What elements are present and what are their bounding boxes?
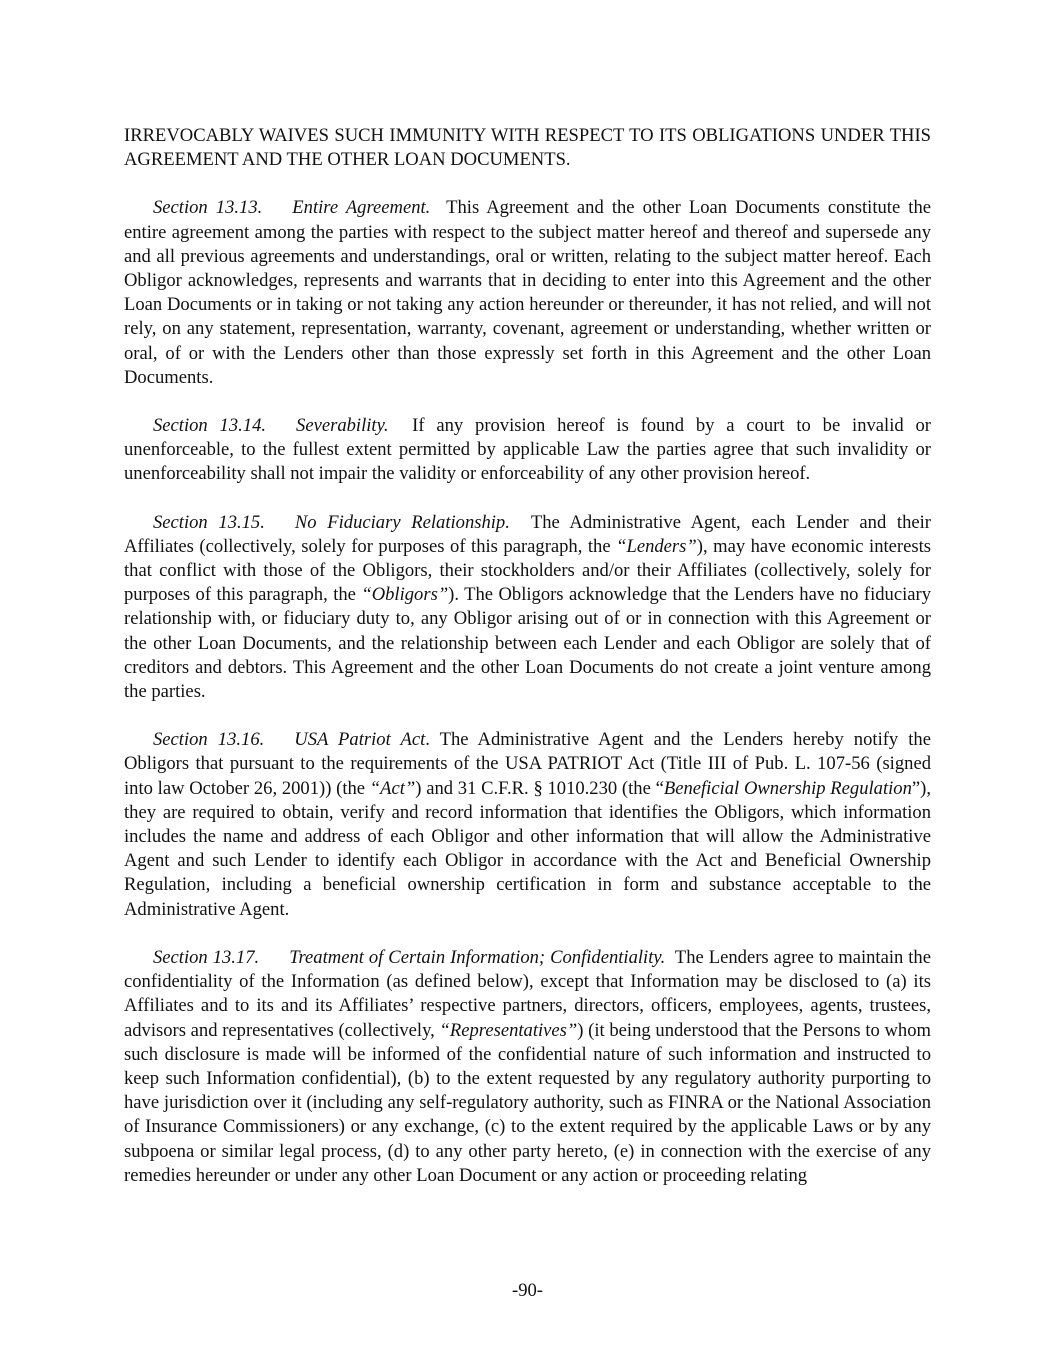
section-body: If any provision hereof is found by a court to be invalid or unenforceable, to the fullest extent permitted by applicable Law the parties agree that such invalidity or unenforceability shall not impair the validity or enforceability of any other provision hereof. — [124, 415, 931, 485]
section-number: Section 13.15. — [153, 511, 265, 533]
section-body: The Administrative Agent, each Lender and their Affiliates (collectively, solely for purposes of this paragraph, the — [124, 511, 931, 557]
page-number: -90- — [512, 1280, 543, 1301]
defined-term: Beneficial Ownership Regulation — [663, 777, 912, 799]
section-body: ) (it being understood that the Persons to whom such disclosure is made will be informed of the confidential nature of such information and instructed to keep such Information confidential), (b) to the extent requested by any regulatory authority purporting to have jurisdiction over it (including any self-regulatory authority, such as FINRA or the National Association of Insurance Commissioners) or any exchange, (c) to the extent required by the applicable Laws or by any subpoena or similar legal process, (d) to any other party hereto, (e) in connection with the exercise of any remedies hereunder or under any other Loan Document or any action or proceeding relating — [124, 1019, 931, 1186]
intro-paragraph — [124, 124, 931, 172]
defined-term: “Representatives” — [439, 1019, 578, 1041]
section-title: No Fiduciary Relationship. — [294, 511, 510, 533]
section-13-17 — [124, 946, 931, 1188]
section-13-13 — [124, 196, 931, 390]
section-body: ), may have economic interests that conflict with those of the Obligors, their stockholders and/or their Affiliates (collectively, solely for purposes of this paragraph, the — [124, 535, 932, 606]
defined-term: “Lenders” — [616, 535, 697, 557]
document-page — [124, 124, 931, 1212]
section-number: Section 13.17. — [153, 946, 260, 968]
section-number: Section 13.14. — [153, 415, 267, 437]
intro-text: IRREVOCABLY WAIVES SUCH IMMUNITY WITH RESPECT TO ITS OBLIGATIONS UNDER THIS AGREEMENT AND THE OTHER LOAN DOCUMENTS. — [124, 125, 931, 171]
defined-term: “Act” — [369, 777, 416, 799]
section-title: Entire Agreement. — [292, 197, 431, 219]
section-number: Section 13.16. — [153, 729, 265, 751]
section-body: This Agreement and the other Loan Documents constitute the entire agreement among the parties with respect to the subject matter hereof and thereof and supersede any and all previous agreements and understandings, oral or written, relating to the subject matter hereof. Each Obligor acknowledges, represents and warrants that in deciding to enter into this Agreement and the other Loan Documents or in taking or not taking any action hereunder or thereunder, it has not relied, and will not rely, on any statement, representation, warranty, covenant, agreement or understanding, whether written or oral, of or with the Lenders other than those expressly set forth in this Agreement and the other Loan Documents. — [124, 197, 931, 388]
section-body: ) and 31 C.F.R. § 1010.230 (the “ — [415, 777, 664, 799]
section-13-15 — [124, 511, 931, 705]
section-title: Severability. — [296, 415, 389, 437]
section-number: Section 13.13. — [153, 197, 263, 219]
section-13-14 — [124, 414, 931, 487]
section-body: The Lenders agree to maintain the confidentiality of the Information (as defined below), except that Information may be disclosed to (a) its Affiliates and to its and its Affiliates’ respective partners, directors, officers, employees, agents, trustees, advisors and representatives (collectively, — [124, 946, 931, 1041]
defined-term: “Obligors” — [361, 584, 449, 606]
section-body: ). The Obligors acknowledge that the Lenders have no fiduciary relationship with, or fiduciary duty to, any Obligor arising out of or in connection with this Agreement or the other Loan Documents, and the relationship between each Lender and each Obligor are solely that of creditors and debtors. This Agreement and the other Loan Documents do not create a joint venture among the parties. — [124, 584, 931, 703]
section-body: . The Administrative Agent and the Lenders hereby notify the Obligors that pursuant to the requirements of the USA PATRIOT Act (Title III of Pub. L. 107-56 (signed into law October 26, 2001)) (the — [124, 729, 931, 799]
section-title: USA Patriot Act — [294, 729, 426, 751]
section-body: ”), they are required to obtain, verify and record information that identifies the Obligors, which information includes the name and address of each Obligor and other information that will allow the Administrative Agent and such Lender to identify each Obligor in accordance with the Act and Beneficial Ownership Regulation, including a beneficial ownership certification in form and substance acceptable to the Administrative Agent. — [124, 777, 931, 920]
section-13-16 — [124, 728, 931, 922]
section-title: Treatment of Certain Information; Confidentiality. — [289, 946, 666, 968]
